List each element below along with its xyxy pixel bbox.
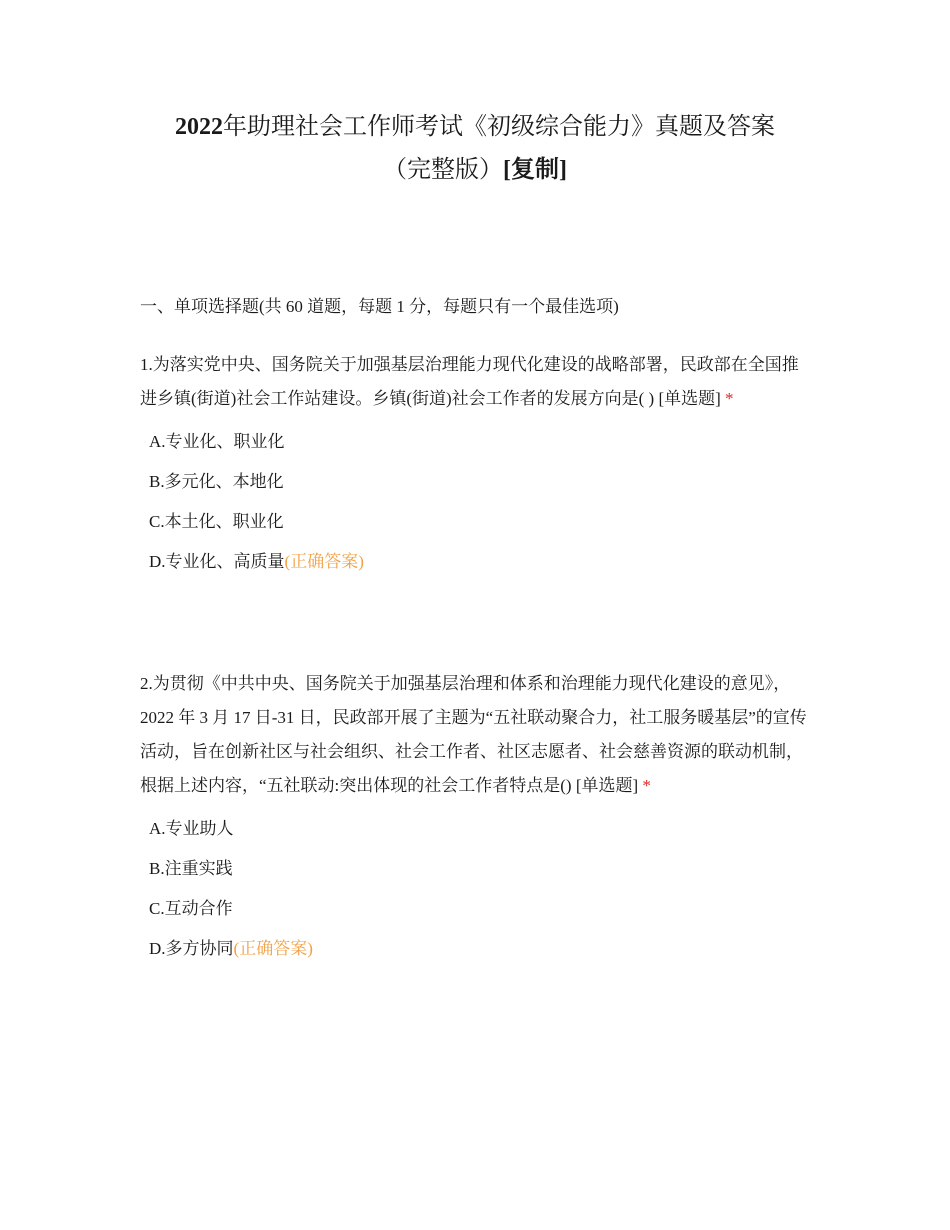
option-list <box>140 422 812 582</box>
option-list <box>140 809 812 969</box>
option-label: C.互动合作 <box>149 899 233 918</box>
question-stem <box>140 667 812 803</box>
correct-answer-tag: (正确答案) <box>284 552 364 571</box>
title-year: 2022 <box>175 114 223 140</box>
option-label: B.注重实践 <box>149 859 233 878</box>
question-text: 1.为落实党中央、国务院关于加强基层治理能力现代化建设的战略部署，民政部在全国推进乡镇(街道)社会工作站建设。乡镇(街道)社会工作者的发展方向是( ) [单选题] <box>140 355 799 408</box>
option-item[interactable] <box>149 542 812 582</box>
question-text: 2.为贯彻《中共中央、国务院关于加强基层治理和体系和治理能力现代化建设的意见》，2022 年 3 月 17 日-31 日，民政部开展了主题为“五社联动聚合力，社工服务暖基层”的宣传活动，旨在创新社区与社会组织、社会工作者、社区志愿者、社会慈善资源的联动机制，根据上述内容，“五社联动:突出体现的社会工作者特点是() [单选题] <box>140 674 807 795</box>
option-item[interactable] <box>149 849 812 889</box>
section-heading: 一、单项选择题(共 60 道题，每题 1 分，每题只有一个最佳选项) <box>140 297 619 316</box>
option-label: A.专业化、职业化 <box>149 432 285 451</box>
correct-answer-tag: (正确答案) <box>233 939 313 958</box>
required-mark: * <box>642 776 651 795</box>
question-block <box>140 348 812 582</box>
option-label: D.专业化、高质量 <box>149 552 285 571</box>
title-line-1 <box>140 106 810 149</box>
required-mark: * <box>725 389 734 408</box>
title-copy-tag: [复制] <box>503 157 567 183</box>
title-line-2 <box>140 149 810 192</box>
question-stem <box>140 348 812 416</box>
option-item[interactable] <box>149 929 812 969</box>
option-item[interactable] <box>149 889 812 929</box>
option-label: A.专业助人 <box>149 819 234 838</box>
option-label: B.多元化、本地化 <box>149 472 284 491</box>
option-item[interactable] <box>149 422 812 462</box>
title-edition: （完整版） <box>383 157 503 183</box>
question-block <box>140 667 812 969</box>
option-item[interactable] <box>149 809 812 849</box>
document-title <box>140 106 810 192</box>
option-item[interactable] <box>149 502 812 542</box>
option-item[interactable] <box>149 462 812 502</box>
title-main-text: 年助理社会工作师考试《初级综合能力》真题及答案 <box>223 114 775 140</box>
option-label: C.本土化、职业化 <box>149 512 284 531</box>
option-label: D.多方协同 <box>149 939 234 958</box>
